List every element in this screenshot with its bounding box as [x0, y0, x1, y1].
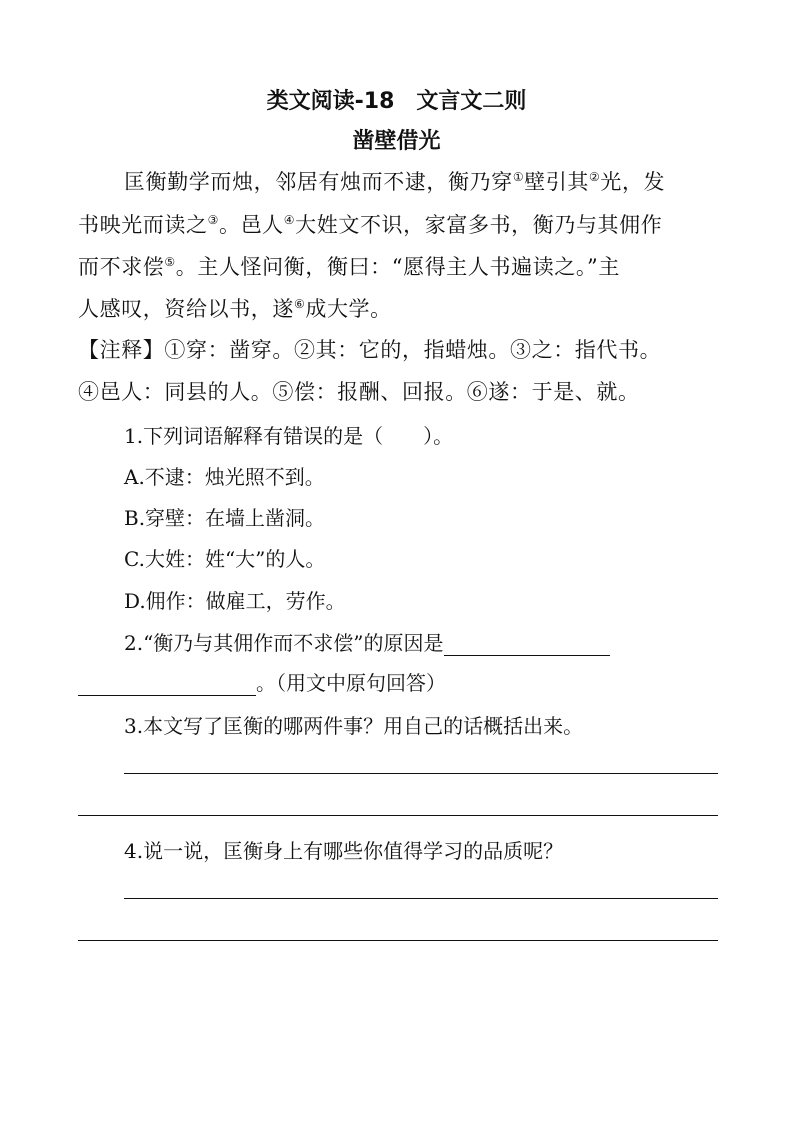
answer-line[interactable]	[78, 815, 718, 816]
passage-line-2	[78, 209, 662, 239]
question-2	[124, 627, 610, 656]
passage-text: 。主人怪问衡，衡曰：“愿得主人书遍读之。”主	[175, 255, 620, 279]
answer-blank-1[interactable]	[444, 633, 610, 656]
passage-text: 壁引其	[524, 170, 589, 194]
notes-line-2: ④邑人：同县的人。⑤偿：报酬、回报。⑥遂：于是、就。	[78, 380, 640, 404]
question-4: 4.说一说，匡衡身上有哪些你值得学习的品质呢？	[124, 839, 564, 863]
note-marker: ③	[207, 213, 219, 227]
question-1: 1.下列词语解释有错误的是（ ）。	[124, 424, 454, 448]
note-marker: ②	[588, 170, 601, 184]
passage-text: 成大学。	[305, 297, 392, 321]
passage-text: 而不求偿	[78, 255, 165, 279]
question-2-text: 2.“衡乃与其佣作而不求偿”的原因是	[124, 631, 444, 655]
option-b: B.穿壁：在墙上凿洞。	[124, 506, 326, 530]
passage-line-1	[124, 166, 665, 196]
passage-text: 人感叹，资给以书，遂	[78, 297, 294, 321]
passage-title: 凿壁借光	[352, 129, 441, 154]
note-marker: ⑥	[294, 297, 306, 311]
answer-line[interactable]	[124, 773, 718, 774]
question-3: 3.本文写了匡衡的哪两件事？用自己的话概括出来。	[124, 714, 584, 738]
option-c: C.大姓：姓“大”的人。	[124, 547, 326, 571]
notes-line-1: 【注释】①穿：凿穿。②其：它的，指蜡烛。③之：指代书。	[78, 338, 662, 362]
question-2-hint: 。（用文中原句回答）	[256, 671, 446, 695]
passage-text: 匡衡勤学而烛，邻居有烛而不逮，衡乃穿	[124, 170, 513, 194]
question-2-continued	[78, 667, 446, 696]
passage-line-4	[78, 293, 392, 323]
answer-blank-2[interactable]	[78, 673, 256, 696]
option-a: A.不逮：烛光照不到。	[124, 465, 325, 489]
passage-text: 光，发	[600, 170, 666, 194]
page-title: 类文阅读-18 文言文二则	[266, 89, 527, 114]
answer-line[interactable]	[124, 898, 718, 899]
note-marker: ④	[283, 213, 296, 227]
passage-text: 大姓文不识，家富多书，衡乃与其佣作	[295, 213, 663, 237]
note-marker: ⑤	[164, 255, 176, 269]
passage-text: 书映光而读之	[78, 213, 208, 237]
option-d: D.佣作：做雇工，劳作。	[124, 589, 346, 613]
passage-text: 。邑人	[218, 213, 284, 237]
answer-line[interactable]	[78, 940, 718, 941]
passage-line-3	[78, 251, 620, 281]
note-marker: ①	[512, 170, 525, 184]
